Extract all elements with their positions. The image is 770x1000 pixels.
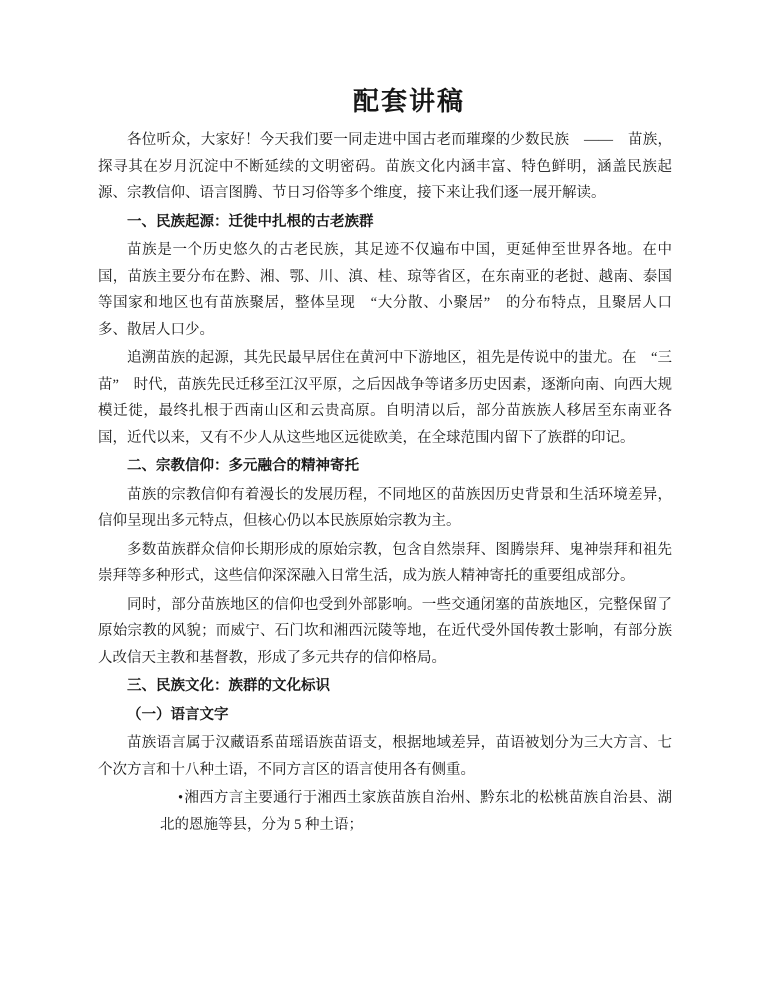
paragraph-distribution: 苗族是一个历史悠久的古老民族，其足迹不仅遍布中国，更延伸至世界各地。在中国，苗族主要分布在黔、湘、鄂、川、滇、桂、琼等省区，在东南亚的老挝、越南、泰国等国家和地区也有苗族聚居，整体呈现 “大分散、小聚居” 的分布特点，且聚居人口多、散居人口少。: [98, 242, 672, 338]
list-item-xiangxi-dialect: [98, 785, 672, 838]
paragraph-primitive-religion: 多数苗族群众信仰长期形成的原始宗教，包含自然崇拜、图腾崇拜、鬼神崇拜和祖先崇拜等多种形式，这些信仰深深融入日常生活，成为族人精神寄托的重要组成部分。: [98, 541, 672, 584]
heading-section-3-culture: 三、民族文化：族群的文化标识: [127, 678, 330, 694]
heading-section-1-origin: 一、民族起源：迁徙中扎根的古老族群: [127, 213, 374, 230]
document-title: 配套讲稿: [352, 87, 465, 116]
paragraph-language-overview: 苗族语言属于汉藏语系苗瑶语族苗语支，根据地域差异，苗语被划分为三大方言、七个次方言和十八种土语，不同方言区的语言使用各有侧重。: [98, 735, 672, 778]
bullet-icon: •: [178, 790, 184, 806]
paragraph-external-influence: 同时，部分苗族地区的信仰也受到外部影响。一些交通闭塞的苗族地区，完整保留了原始宗教的风貌；而威宁、石门坎和湘西沅陵等地，在近代受外国传教士影响，有部分族人改信天主教和基督教，形成了多元共存的信仰格局。: [98, 596, 672, 666]
heading-section-2-religion: 二、宗教信仰：多元融合的精神寄托: [127, 458, 359, 474]
paragraph-intro: 各位听众，大家好！今天我们要一同走进中国古老而璀璨的少数民族 —— 苗族，探寻其在岁月沉淀中不断延续的文明密码。苗族文化内涵丰富、特色鲜明，涵盖民族起源、宗教信仰、语言图腾、节日习俗等多个维度，接下来让我们逐一展开解读。: [98, 132, 672, 201]
paragraph-religion-overview: 苗族的宗教信仰有着漫长的发展历程，不同地区的苗族因历史背景和生活环境差异，信仰呈现出多元特点，但核心仍以本民族原始宗教为主。: [98, 486, 672, 529]
heading-subsection-language: （一）语言文字: [127, 706, 229, 723]
paragraph-origin-history: 追溯苗族的起源，其先民最早居住在黄河中下游地区，祖先是传说中的蚩尤。在 “三苗” 时代，苗族先民迁移至江汉平原，之后因战争等诸多历史因素，逐渐向南、向西大规模迁徙，最终扎根于西南山区和云贵高原。自明清以后，部分苗族族人移居至东南亚各国，近代以来，又有不少人从这些地区远徙欧美，在全球范围内留下了族群的印记。: [98, 350, 672, 446]
list-item-text: 湘西方言主要通行于湘西土家族苗族自治州、黔东北的松桃苗族自治县、湖北的恩施等县，分为 5 种土语；: [160, 790, 672, 833]
